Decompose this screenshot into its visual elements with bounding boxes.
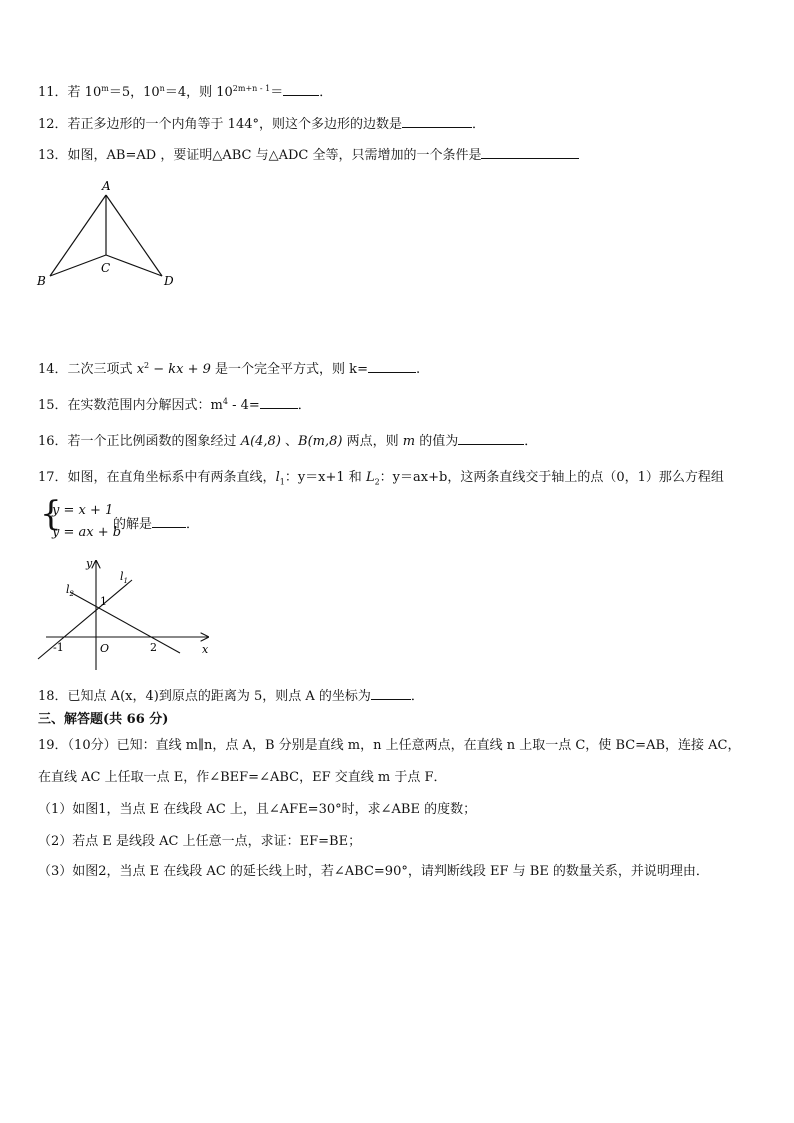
label-a: A — [102, 179, 111, 193]
section-heading: 三、解答题(共 66 分) — [38, 712, 169, 727]
question-19-part-1: （1）如图1，当点 E 在线段 AC 上，且∠AFE=30°时，求∠ABE 的度数； — [38, 802, 477, 817]
y-label: y — [86, 557, 93, 570]
question-11: 11．若 $10^m=5$，$10^n=4$，则 $10^{2m+n - 1}=$ ． — [38, 84, 333, 100]
answer-blank[interactable] — [283, 82, 319, 96]
answer-blank[interactable] — [371, 686, 411, 700]
label-d: D — [164, 274, 174, 288]
figure-13-triangles — [30, 175, 190, 295]
question-19-part-3: （3）如图2，当点 E 在线段 AC 的延长线上时，若∠ABC=90°，请判断线段 EF 与 BE 的数量关系，并说明理由． — [38, 864, 709, 879]
answer-blank[interactable] — [458, 431, 524, 445]
x-label: x — [202, 643, 209, 656]
question-13: 13．如图，AB=AD ，要证明△ABC 与△ADC 全等，只需增加的一个条件是 — [38, 145, 579, 165]
question-14: 14．二次三项式 $x^2$ − kx + 9 是一个完全平方式，则 k= . — [38, 361, 421, 377]
tick-1: 1 — [100, 595, 107, 608]
question-19-line-1: 19．（10分）已知：直线 m∥n，点 A，B 分别是直线 m，n 上任意两点，在直线 n 上取一点 C，使 BC=AB，连接 AC， — [38, 738, 741, 753]
origin-label: O — [100, 642, 110, 655]
tick-2: 2 — [150, 641, 157, 654]
question-19-part-2: （2）若点 E 是线段 AC 上任意一点，求证：EF=BE； — [38, 834, 362, 849]
segment-bc — [50, 255, 106, 276]
question-17: 17．如图，在直角坐标系中有两条直线，$l_1$：y＝x+1 和 $L_2$：y＝ax+b，这两条直线交于轴上的点（0，1）那么方程组 — [38, 470, 724, 487]
label-l1: $l_1$ — [120, 570, 128, 585]
question-19-line-2: 在直线 AC 上任取一点 E，作∠BEF=∠ABC，EF 交直线 m 于点 F． — [38, 770, 447, 785]
label-l2: $l_2$ — [66, 583, 74, 598]
segment-ab — [50, 195, 106, 276]
label-c: C — [101, 261, 111, 275]
answer-blank[interactable] — [368, 359, 416, 373]
question-12: 12．若正多边形的一个内角等于 144°，则这个多边形的边数是 ． — [38, 114, 485, 134]
answer-blank[interactable] — [260, 395, 298, 409]
answer-blank[interactable] — [402, 114, 472, 128]
figure-17-coordinate-graph — [30, 555, 220, 675]
answer-blank[interactable] — [481, 145, 579, 159]
question-18: 18．已知点 A(x，4)到原点的距离为 5，则点 A 的坐标为 ． — [38, 686, 424, 706]
line-l2 — [70, 592, 180, 653]
segment-cd — [106, 255, 162, 276]
tick-neg1: -1 — [53, 641, 64, 654]
brace: { — [40, 494, 62, 534]
question-16: 16．若一个正比例函数的图象经过 A(4,8) 、B(m,8) 两点，则 m 的值为 ． — [38, 431, 537, 451]
answer-blank[interactable] — [152, 514, 186, 528]
equation-1: y = x + 1 — [52, 503, 114, 518]
segment-ad — [106, 195, 162, 276]
equation-prompt: 的解是 ． — [113, 513, 199, 532]
equation-2: y = ax + b — [52, 525, 122, 540]
label-b: B — [37, 274, 46, 288]
question-15: 15．在实数范围内分解因式：$m^4 - 4=$ ． — [38, 397, 311, 413]
